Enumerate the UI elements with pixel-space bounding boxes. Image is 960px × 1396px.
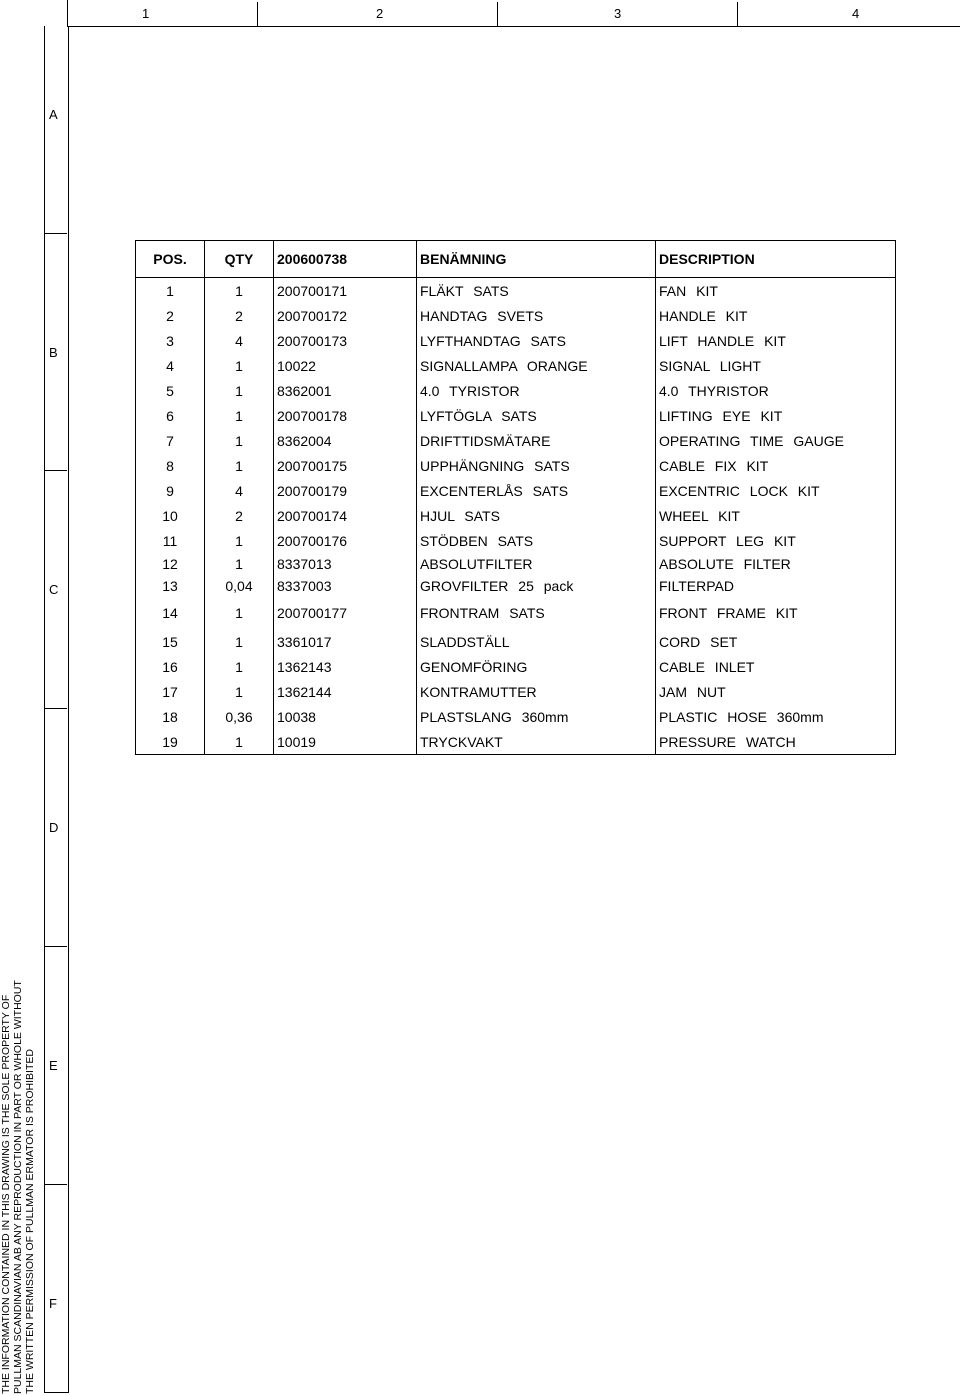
table-row bbox=[136, 528, 896, 553]
cell-benamning: KONTRAMUTTER bbox=[417, 679, 656, 704]
cell-description: FAN KIT bbox=[656, 278, 896, 304]
row-label-a: A bbox=[49, 107, 58, 122]
proprietary-notice bbox=[0, 980, 36, 1394]
cell-article: 200700178 bbox=[274, 403, 417, 428]
cell-pos: 4 bbox=[136, 353, 205, 378]
cell-article: 200700174 bbox=[274, 503, 417, 528]
cell-description: PRESSURE WATCH bbox=[656, 729, 896, 755]
row-divider bbox=[44, 233, 67, 234]
row-label-e: E bbox=[49, 1058, 58, 1073]
row-label-b: B bbox=[49, 345, 58, 360]
cell-pos: 16 bbox=[136, 654, 205, 679]
cell-article: 200700173 bbox=[274, 328, 417, 353]
cell-qty: 1 bbox=[205, 278, 274, 304]
cell-article: 200700179 bbox=[274, 478, 417, 503]
cell-article: 3361017 bbox=[274, 629, 417, 654]
table-row bbox=[136, 597, 896, 629]
row-divider bbox=[44, 470, 67, 471]
cell-pos: 9 bbox=[136, 478, 205, 503]
table-row bbox=[136, 704, 896, 729]
column-divider bbox=[497, 2, 498, 26]
header-pos: POS. bbox=[136, 241, 205, 278]
cell-benamning: FRONTRAM SATS bbox=[417, 597, 656, 629]
notice-line: THE INFORMATION CONTAINED IN THIS DRAWING IS THE SOLE PROPERTY OF bbox=[0, 994, 12, 1394]
cell-article: 200700177 bbox=[274, 597, 417, 629]
cell-qty: 1 bbox=[205, 378, 274, 403]
table-row bbox=[136, 629, 896, 654]
cell-description: CABLE FIX KIT bbox=[656, 453, 896, 478]
parts-list-body bbox=[136, 278, 896, 755]
cell-article: 10019 bbox=[274, 729, 417, 755]
cell-pos: 13 bbox=[136, 575, 205, 597]
table-row bbox=[136, 278, 896, 304]
cell-benamning: UPPHÄNGNING SATS bbox=[417, 453, 656, 478]
cell-benamning: STÖDBEN SATS bbox=[417, 528, 656, 553]
cell-benamning: ABSOLUTFILTER bbox=[417, 553, 656, 575]
cell-pos: 14 bbox=[136, 597, 205, 629]
cell-benamning: DRIFTTIDSMÄTARE bbox=[417, 428, 656, 453]
cell-description: EXCENTRIC LOCK KIT bbox=[656, 478, 896, 503]
table-row bbox=[136, 553, 896, 575]
table-row bbox=[136, 478, 896, 503]
header-description: DESCRIPTION bbox=[656, 241, 896, 278]
table-row bbox=[136, 303, 896, 328]
cell-benamning: HANDTAG SVETS bbox=[417, 303, 656, 328]
cell-article: 8337013 bbox=[274, 553, 417, 575]
cell-qty: 1 bbox=[205, 654, 274, 679]
cell-qty: 1 bbox=[205, 353, 274, 378]
cell-pos: 6 bbox=[136, 403, 205, 428]
cell-pos: 3 bbox=[136, 328, 205, 353]
cell-benamning: LYFTHANDTAG SATS bbox=[417, 328, 656, 353]
cell-description: PLASTIC HOSE 360mm bbox=[656, 704, 896, 729]
table-header-row bbox=[136, 241, 896, 278]
cell-qty: 1 bbox=[205, 428, 274, 453]
table-row bbox=[136, 353, 896, 378]
parts-list-table bbox=[135, 240, 896, 755]
cell-description: OPERATING TIME GAUGE bbox=[656, 428, 896, 453]
cell-qty: 2 bbox=[205, 503, 274, 528]
notice-line: PULLMAN SCANDINAVIAN AB ANY REPRODUCTION IN PART OR WHOLE WITHOUT bbox=[12, 980, 24, 1394]
cell-qty: 1 bbox=[205, 553, 274, 575]
cell-pos: 5 bbox=[136, 378, 205, 403]
cell-qty: 1 bbox=[205, 403, 274, 428]
cell-pos: 7 bbox=[136, 428, 205, 453]
row-label-c: C bbox=[49, 582, 59, 597]
cell-qty: 4 bbox=[205, 328, 274, 353]
cell-article: 8337003 bbox=[274, 575, 417, 597]
cell-pos: 18 bbox=[136, 704, 205, 729]
cell-benamning: PLASTSLANG 360mm bbox=[417, 704, 656, 729]
cell-benamning: GENOMFÖRING bbox=[417, 654, 656, 679]
column-zone-bar bbox=[67, 0, 960, 27]
table-row bbox=[136, 378, 896, 403]
cell-qty: 1 bbox=[205, 629, 274, 654]
cell-qty: 1 bbox=[205, 453, 274, 478]
cell-description: LIFTING EYE KIT bbox=[656, 403, 896, 428]
cell-description: ABSOLUTE FILTER bbox=[656, 553, 896, 575]
cell-pos: 2 bbox=[136, 303, 205, 328]
cell-description: CORD SET bbox=[656, 629, 896, 654]
cell-qty: 2 bbox=[205, 303, 274, 328]
row-label-f: F bbox=[49, 1296, 57, 1311]
header-qty: QTY bbox=[205, 241, 274, 278]
cell-qty: 0,36 bbox=[205, 704, 274, 729]
cell-article: 200700175 bbox=[274, 453, 417, 478]
cell-qty: 1 bbox=[205, 528, 274, 553]
table-row bbox=[136, 328, 896, 353]
notice-line: THE WRITTEN PERMISSION OF PULLMAN ERMATOR IS PROHIBITED bbox=[24, 1049, 36, 1394]
cell-description: SIGNAL LIGHT bbox=[656, 353, 896, 378]
cell-pos: 17 bbox=[136, 679, 205, 704]
cell-benamning: SLADDSTÄLL bbox=[417, 629, 656, 654]
table-row bbox=[136, 503, 896, 528]
cell-qty: 4 bbox=[205, 478, 274, 503]
table-row bbox=[136, 679, 896, 704]
cell-benamning: SIGNALLAMPA ORANGE bbox=[417, 353, 656, 378]
cell-description: SUPPORT LEG KIT bbox=[656, 528, 896, 553]
cell-article: 10038 bbox=[274, 704, 417, 729]
cell-pos: 19 bbox=[136, 729, 205, 755]
cell-article: 10022 bbox=[274, 353, 417, 378]
cell-article: 8362001 bbox=[274, 378, 417, 403]
cell-description: LIFT HANDLE KIT bbox=[656, 328, 896, 353]
cell-description: FILTERPAD bbox=[656, 575, 896, 597]
row-divider bbox=[44, 1184, 67, 1185]
cell-description: CABLE INLET bbox=[656, 654, 896, 679]
cell-article: 200700176 bbox=[274, 528, 417, 553]
column-divider bbox=[257, 2, 258, 26]
header-article: 200600738 bbox=[274, 241, 417, 278]
row-zone-bar bbox=[44, 26, 69, 1393]
cell-article: 200700171 bbox=[274, 278, 417, 304]
cell-qty: 0,04 bbox=[205, 575, 274, 597]
cell-qty: 1 bbox=[205, 729, 274, 755]
row-label-d: D bbox=[49, 820, 59, 835]
cell-description: WHEEL KIT bbox=[656, 503, 896, 528]
cell-qty: 1 bbox=[205, 597, 274, 629]
column-divider bbox=[737, 2, 738, 26]
table-row bbox=[136, 654, 896, 679]
cell-description: JAM NUT bbox=[656, 679, 896, 704]
cell-pos: 8 bbox=[136, 453, 205, 478]
cell-description: HANDLE KIT bbox=[656, 303, 896, 328]
cell-benamning: HJUL SATS bbox=[417, 503, 656, 528]
cell-benamning: GROVFILTER 25 pack bbox=[417, 575, 656, 597]
cell-benamning: TRYCKVAKT bbox=[417, 729, 656, 755]
cell-article: 8362004 bbox=[274, 428, 417, 453]
cell-article: 1362143 bbox=[274, 654, 417, 679]
cell-benamning: FLÄKT SATS bbox=[417, 278, 656, 304]
column-label-1: 1 bbox=[142, 6, 150, 21]
header-benamning: BENÄMNING bbox=[417, 241, 656, 278]
row-divider bbox=[44, 946, 67, 947]
table-row bbox=[136, 428, 896, 453]
cell-pos: 10 bbox=[136, 503, 205, 528]
row-divider bbox=[44, 708, 67, 709]
cell-article: 1362144 bbox=[274, 679, 417, 704]
table-row bbox=[136, 453, 896, 478]
table-row bbox=[136, 575, 896, 597]
cell-pos: 12 bbox=[136, 553, 205, 575]
cell-pos: 15 bbox=[136, 629, 205, 654]
column-label-4: 4 bbox=[852, 6, 860, 21]
cell-benamning: 4.0 TYRISTOR bbox=[417, 378, 656, 403]
cell-pos: 11 bbox=[136, 528, 205, 553]
cell-article: 200700172 bbox=[274, 303, 417, 328]
table-row bbox=[136, 403, 896, 428]
table-row bbox=[136, 729, 896, 755]
column-label-2: 2 bbox=[376, 6, 384, 21]
column-label-3: 3 bbox=[614, 6, 622, 21]
cell-benamning: LYFTÖGLA SATS bbox=[417, 403, 656, 428]
cell-description: 4.0 THYRISTOR bbox=[656, 378, 896, 403]
cell-description: FRONT FRAME KIT bbox=[656, 597, 896, 629]
cell-qty: 1 bbox=[205, 679, 274, 704]
cell-benamning: EXCENTERLÅS SATS bbox=[417, 478, 656, 503]
cell-pos: 1 bbox=[136, 278, 205, 304]
